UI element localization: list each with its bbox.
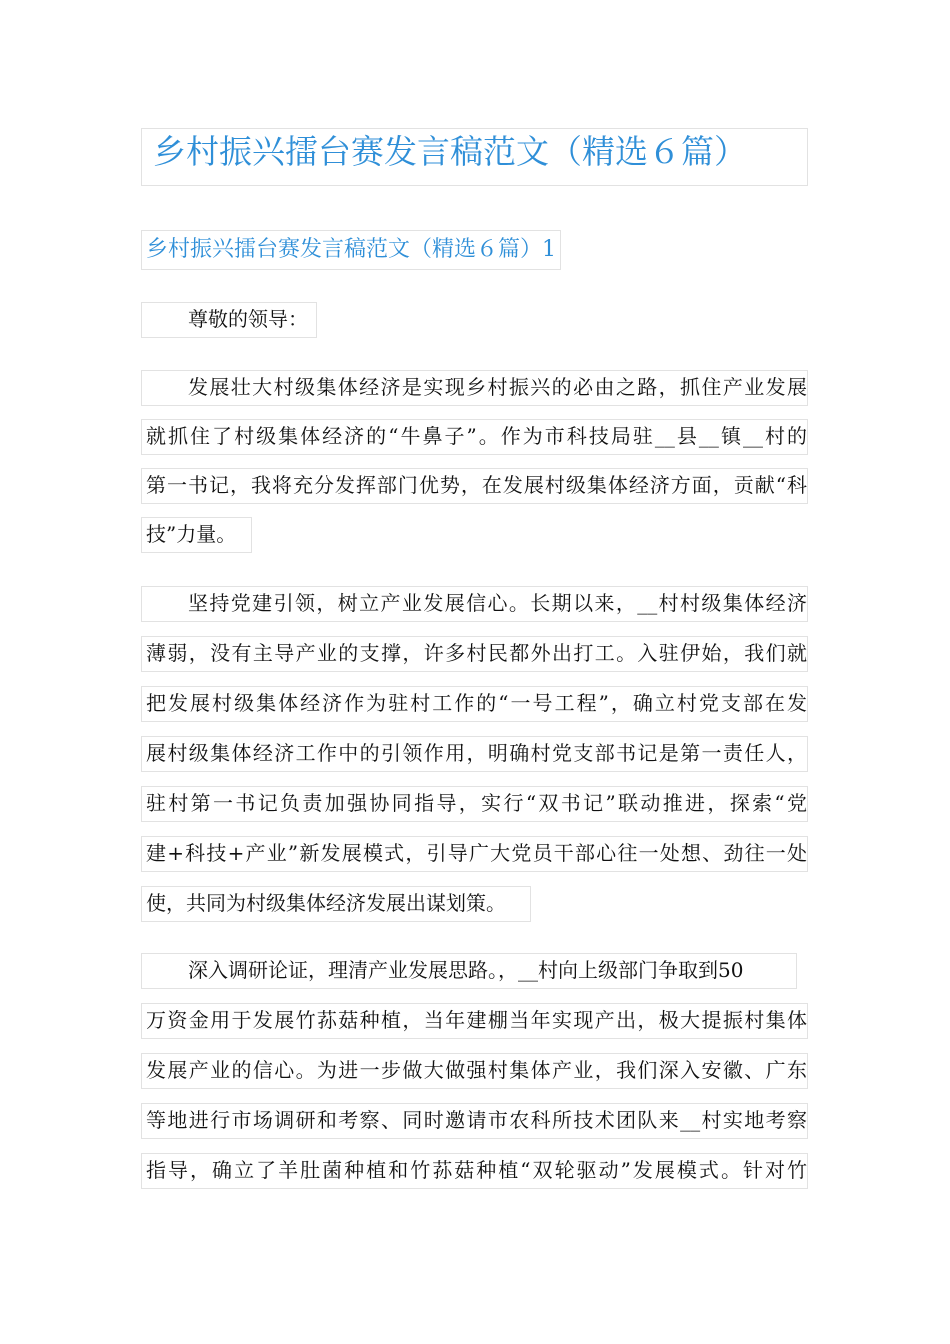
paragraph-3-line-5: 指导，确立了羊肚菌种植和竹荪菇种植“双轮驱动”发展模式。针对竹 [141,1153,808,1189]
section-heading: 乡村振兴擂台赛发言稿范文（精选６篇）1 [141,230,561,270]
paragraph-2-line-4: 展村级集体经济工作中的引领作用，明确村党支部书记是第一责任人， [141,736,808,772]
paragraph-2-line-6: 建+科技+产业”新发展模式，引导广大党员干部心往一处想、劲往一处 [141,836,808,872]
paragraph-3-line-1: 深入调研论证，理清产业发展思路。，__村向上级部门争取到50 [141,953,797,989]
paragraph-1-line-4: 技”力量。 [141,517,252,553]
paragraph-1-line-1: 发展壮大村级集体经济是实现乡村振兴的必由之路，抓住产业发展 [141,370,808,406]
paragraph-1-line-2: 就抓住了村级集体经济的“牛鼻子”。作为市科技局驻__县__镇__村的 [141,419,808,455]
paragraph-2-line-7: 使，共同为村级集体经济发展出谋划策。 [141,886,531,922]
paragraph-2-line-3: 把发展村级集体经济作为驻村工作的“一号工程”，确立村党支部在发 [141,686,808,722]
paragraph-2-line-5: 驻村第一书记负责加强协同指导，实行“双书记”联动推进，探索“党 [141,786,808,822]
paragraph-2-line-2: 薄弱，没有主导产业的支撑，许多村民都外出打工。入驻伊始，我们就 [141,636,808,672]
paragraph-3-line-3: 发展产业的信心。为进一步做大做强村集体产业，我们深入安徽、广东 [141,1053,808,1089]
paragraph-1-line-3: 第一书记，我将充分发挥部门优势，在发展村级集体经济方面，贡献“科 [141,468,808,504]
salutation: 尊敬的领导： [141,302,317,338]
paragraph-3-line-2: 万资金用于发展竹荪菇种植，当年建棚当年实现产出，极大提振村集体 [141,1003,808,1039]
paragraph-3-line-4: 等地进行市场调研和考察、同时邀请市农科所技术团队来__村实地考察 [141,1103,808,1139]
paragraph-2-line-1: 坚持党建引领，树立产业发展信心。长期以来，__村村级集体经济 [141,586,808,622]
document-title: 乡村振兴擂台赛发言稿范文（精选６篇） [141,128,808,186]
